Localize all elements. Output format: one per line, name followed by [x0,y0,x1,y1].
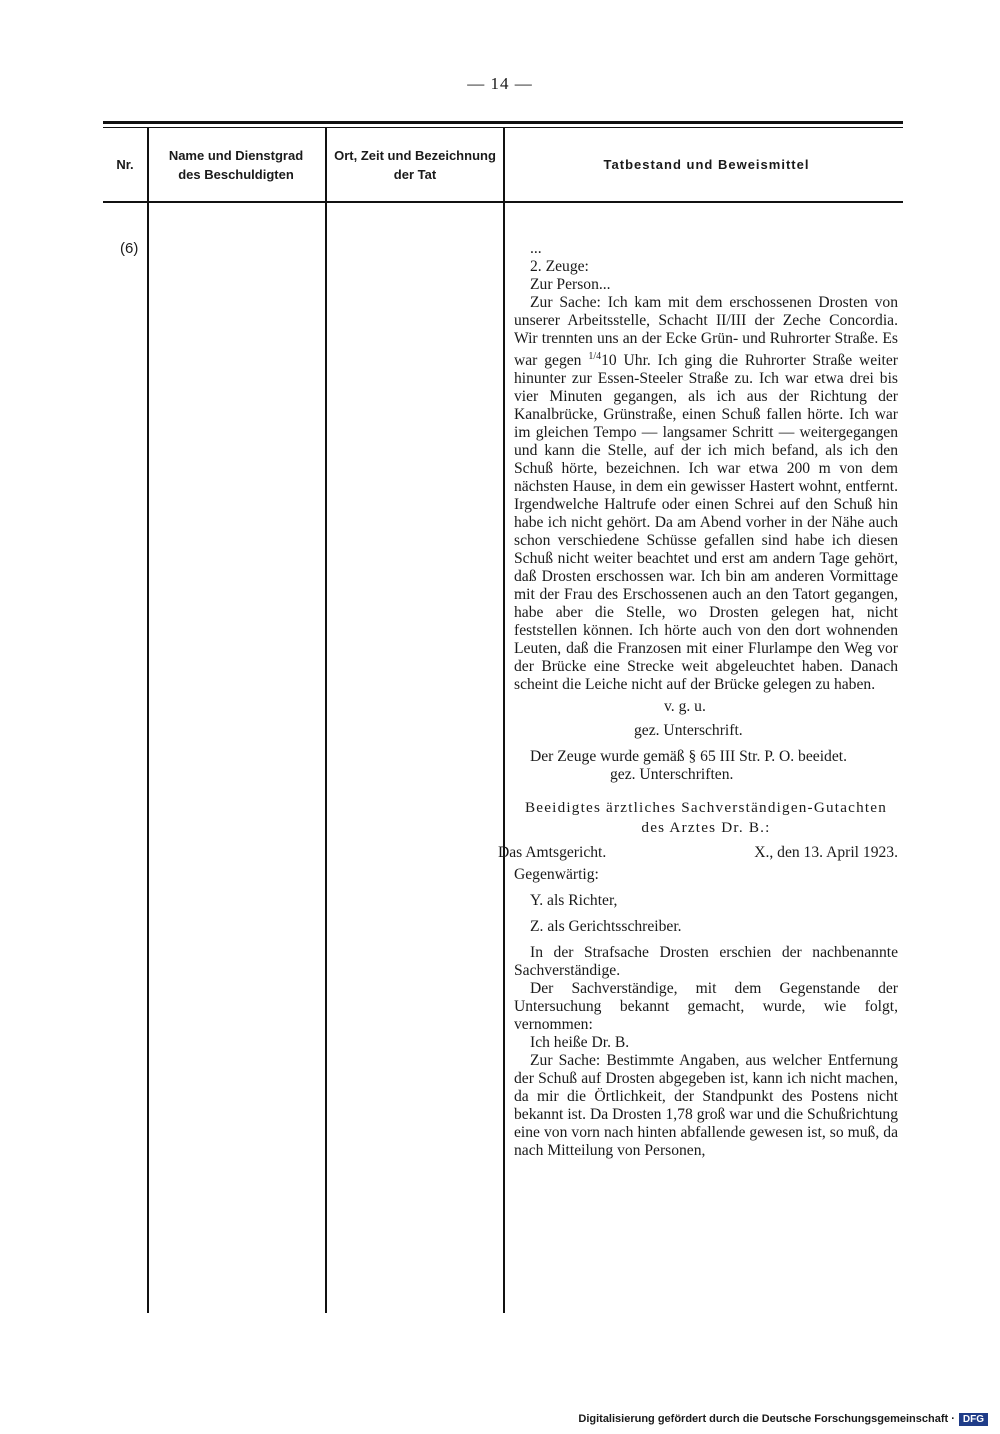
page-number: — 14 — [467,74,533,93]
court-date: X., den 13. April 1923. [754,844,898,862]
testimony-part-2: 10 Uhr. Ich ging die Ruhrorter Straße weiter hinunter zur Essen-Steeler Straße zu. Ich war etwa drei bis vier Minuten gegangen, als ich aus der Richtung der Kanalbrücke, Grünstraße, einen Schuß fallen hörte. Ich war im gleichen Tempo — langsamer Schritt — weitergegangen und kann die Stelle, auf der ich mich befand, als ich den Schuß hörte, bezeichnen. Ich war etwa 200 m von dem nächsten Hause, in dem ein gewisser Hastert wohnt, entfernt. Irgendwelche Haltrufe oder einen Schrei auf den Schuß hin habe ich nicht gehört. Da am Abend vorher in der Nähe auch schon verschiedene Schüsse gefallen sind habe ich diesen Schuß nicht weiter beachtet und erst am andern Tage gehört, daß Drosten erschossen war. Ich bin am anderen Vormittage mit der Frau des Erschossenen auch an den Tatort gegangen, habe aber die Stelle, wo Drosten gelegen hat, nicht feststellen können. Ich hörte auch von den dort wohnenden Leuten, daß die Franzosen mit einer Flurlampe den Weg vor der Brücke eine Strecke weit abgeleuchtet haben. Danach scheint die Leiche nicht auf der Brücke gelegen zu haben. [514,352,898,694]
facts-content [498,240,898,1160]
ellipsis: ... [530,240,542,257]
signature-1: gez. Unterschrift. [634,722,743,740]
paragraph-3: Ich heiße Dr. B. [530,1034,630,1052]
footer [578,1413,988,1426]
column-divider-1 [147,128,149,1313]
court-name: Das Amtsgericht. [498,844,607,862]
court-line [498,844,898,862]
testimony-part-1: Zur Sache: Ich kam mit dem erschossenen Drosten von unserer Arbeitsstelle, Schacht II/III der Zeche Concordia. Wir trennten uns an der Ecke Grün- und Ruhrorter Straße. Es war gegen [514,294,898,370]
row-number: (6) [120,240,139,257]
header-facts: Tatbestand und Beweismittel [603,157,810,172]
paragraph-1: In der Strafsache Drosten erschien der nachbenannte Sachverständige. [514,944,898,980]
footer-text: Digitalisierung gefördert durch die Deutsche Forschungsgemeinschaft · [578,1413,955,1425]
paragraph-2: Der Sachverständige, mit dem Gegenstande der Untersuchung bekannt gemacht, wurde, wie folgt, vernommen: [514,980,898,1034]
expert-title: Beeidigtes ärztliches Sachverständigen-Gutachten des Arztes Dr. B.: [524,799,888,837]
zur-person: Zur Person... [530,276,611,293]
witness-heading: 2. Zeuge: [530,258,589,275]
header-place: Ort, Zeit und Bezeichnung der Tat [334,147,496,182]
paragraph-4: Zur Sache: Bestimmte Angaben, aus welcher Entfernung der Schuß auf Drosten abgegeben ist, kann ich nicht machen, da mir die Örtlichkeit, der Standpunkt des Postens nicht bekannt ist. Da Drosten 1,78 groß war und die Schußrichtung eine von vorn nach hinten abfallende gewesen ist, so muß, da nach Mitteilung von Personen, [514,1052,898,1160]
dfg-logo: DFG [959,1413,988,1426]
witness-testimony [514,294,898,694]
vgu-mark: v. g. u. [664,698,706,716]
column-divider-2 [325,128,327,1313]
present-label: Gegenwärtig: [514,866,599,884]
table-top-rule-thick [103,121,903,124]
column-divider-3 [503,128,505,1313]
header-nr: Nr. [116,157,134,172]
fraction: 1/4 [588,351,602,362]
header-name: Name und Dienstgrad des Beschuldigten [168,147,304,182]
clerk: Z. als Gerichtsschreiber. [530,918,682,936]
oath-statement: Der Zeuge wurde gemäß § 65 III Str. P. O. beeidet. [530,748,847,766]
judge: Y. als Richter, [530,892,618,910]
signature-2: gez. Unterschriften. [610,766,734,784]
